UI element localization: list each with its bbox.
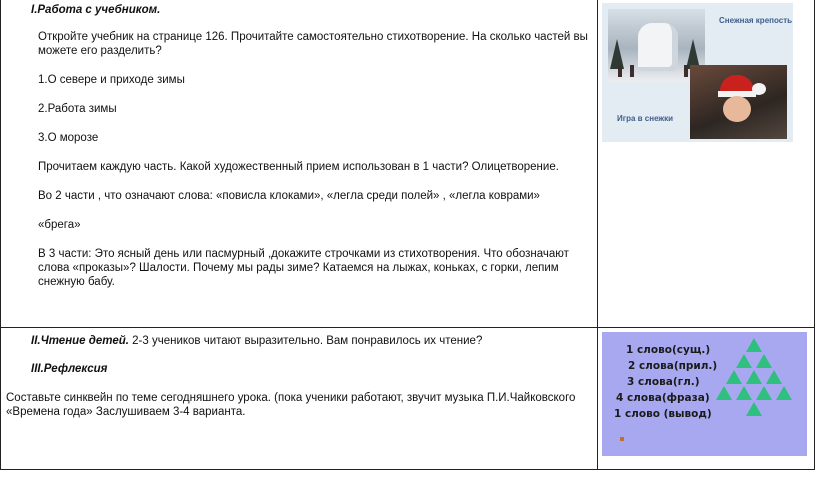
table-border-left	[0, 0, 1, 470]
pyramid-triangle	[766, 370, 782, 384]
syncwine-line-4: 4 слова(фраза)	[616, 392, 710, 404]
section-1-part-3: 3.О морозе	[38, 132, 99, 144]
section-1-part-1: 1.О севере и приходе зимы	[38, 74, 185, 86]
snowball-photo	[690, 65, 787, 139]
section-1-paragraph: Откройте учебник на странице 126. Прочитайте самостоятельно стихотворение. На сколько частей вы можете его разделить?	[38, 31, 588, 57]
section-3-text: Составьте синквейн по теме сегодняшнего урока. (пока ученики работают, звучит музыка П.И.Чайковского «Времена года» Заслушиваем 3-4 варианта.	[6, 392, 576, 418]
section-2-row	[31, 334, 586, 348]
snow-fort-caption: Снежная крепость	[719, 16, 793, 25]
pyramid-triangle	[716, 386, 732, 400]
pyramid-triangle	[736, 386, 752, 400]
section-1-part-2-words: Во 2 части , что означают слова: «повисла клоками», «легла среди полей» , «легла коврами»	[38, 190, 540, 202]
pyramid-triangle	[756, 354, 772, 368]
syncwine-picture	[602, 332, 807, 456]
section-2-heading: II.Чтение детей.	[31, 335, 129, 347]
pyramid-triangle	[726, 370, 742, 384]
table-row-divider	[0, 327, 815, 328]
section-3-heading: III.Рефлексия	[31, 363, 108, 375]
pyramid-triangle	[746, 370, 762, 384]
pointer-mark	[620, 437, 624, 441]
syncwine-line-2: 2 слова(прил.)	[628, 360, 718, 372]
section-1-part-2: 2.Работа зимы	[38, 103, 117, 115]
section-1-word-brega: «брега»	[38, 219, 81, 231]
section-1-heading: I.Работа с учебником.	[31, 4, 161, 16]
pyramid-triangle	[746, 402, 762, 416]
section-2-text: 2-3 учеников читают выразительно. Вам понравилось их чтение?	[128, 335, 483, 347]
syncwine-line-5: 1 слово (вывод)	[614, 408, 712, 420]
section-1-question: Прочитаем каждую часть. Какой художественный прием использован в 1 части? Олицетворение.	[38, 161, 559, 173]
pyramid-triangle	[756, 386, 772, 400]
pyramid-triangle	[736, 354, 752, 368]
table-border-middle	[597, 0, 598, 470]
syncwine-line-3: 3 слова(гл.)	[627, 376, 700, 388]
pyramid-triangle	[776, 386, 792, 400]
section-1-part-3-text: В 3 части: Это ясный день или пасмурный ,докажите строчками из стихотворения. Что обозначают слова «проказы»? Шалости. Почему мы рады зиме? Катаемся на лыжах, коньках, с горки, лепим снежную бабу.	[38, 248, 569, 288]
snowball-caption: Игра в снежки	[617, 114, 673, 123]
pyramid-triangle	[746, 338, 762, 352]
snow-fort-picture	[602, 3, 793, 142]
table-border-right	[814, 0, 815, 470]
table-border-bottom	[0, 469, 815, 470]
syncwine-line-1: 1 слово(сущ.)	[626, 344, 711, 356]
